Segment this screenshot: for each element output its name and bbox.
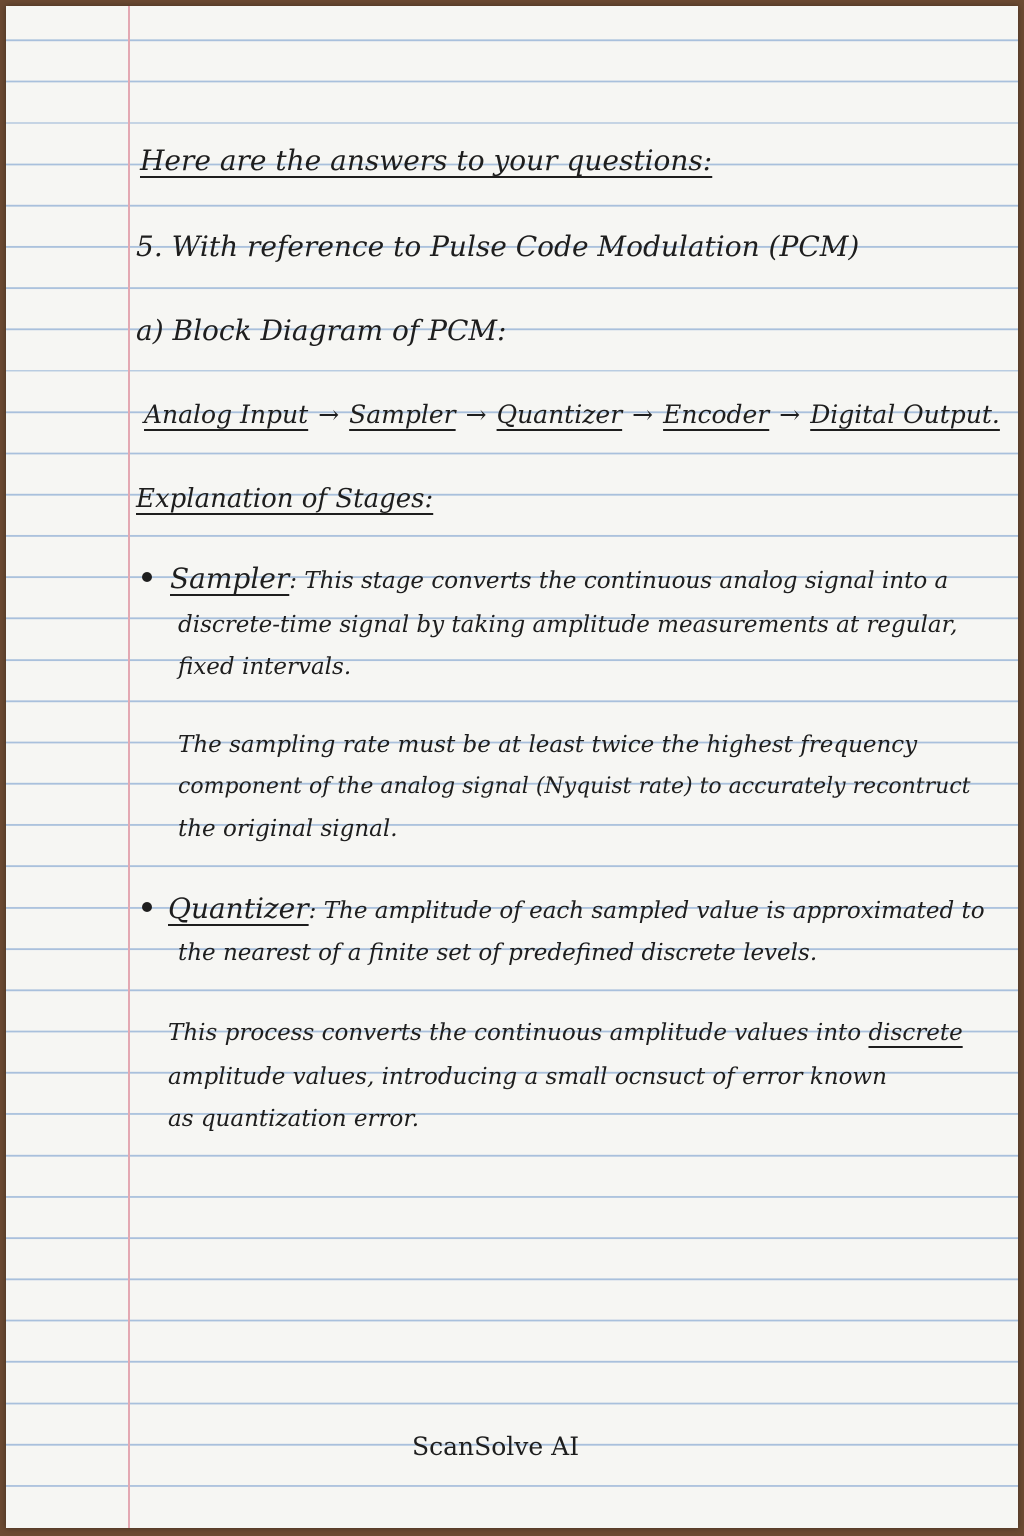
quantizer-para-line-2: amplitude values, introducing a small ocnsuct of error known bbox=[168, 1064, 887, 1090]
block-sampler: Sampler bbox=[349, 400, 456, 429]
sampler-term: Sampler bbox=[170, 562, 290, 595]
block-quantizer: Quantizer bbox=[496, 400, 623, 429]
arrow-icon: → bbox=[465, 400, 487, 429]
bullet-icon bbox=[142, 902, 152, 912]
block-digital-output: Digital Output. bbox=[810, 400, 1000, 429]
sampler-line-1: Sampler: This stage converts the continuous analog signal into a bbox=[170, 562, 949, 595]
quantizer-line-2: the nearest of a finite set of predefined discrete levels. bbox=[178, 940, 818, 966]
part-a-heading: a) Block Diagram of PCM: bbox=[136, 314, 507, 347]
arrow-icon: → bbox=[318, 400, 340, 429]
bullet-icon bbox=[142, 572, 152, 582]
arrow-icon: → bbox=[779, 400, 801, 429]
sampler-para-line-3: the original signal. bbox=[178, 816, 398, 842]
underlined-discrete: discrete bbox=[868, 1020, 963, 1046]
margin-line bbox=[128, 6, 130, 1528]
sampler-line-3: fixed intervals. bbox=[178, 654, 352, 680]
intro-line: Here are the answers to your questions: bbox=[140, 144, 713, 177]
sampler-para-line-2: component of the analog signal (Nyquist rate) to accurately recontruct bbox=[178, 774, 971, 799]
block-analog-input: Analog Input bbox=[144, 400, 309, 429]
quantizer-line-1: Quantizer: The amplitude of each sampled value is approximated to bbox=[168, 892, 985, 925]
quantizer-para-line-3: as quantization error. bbox=[168, 1106, 420, 1132]
quantizer-term: Quantizer bbox=[168, 892, 309, 925]
explanation-heading: Explanation of Stages: bbox=[136, 484, 434, 514]
block-diagram bbox=[144, 400, 1000, 430]
footer-brand: ScanSolve AI bbox=[412, 1432, 580, 1461]
block-encoder: Encoder bbox=[663, 400, 770, 429]
question-title: 5. With reference to Pulse Code Modulation (PCM) bbox=[136, 230, 860, 263]
sampler-line-2: discrete-time signal by taking amplitude measurements at regular, bbox=[178, 612, 958, 638]
sampler-para-line-1: The sampling rate must be at least twice the highest frequency bbox=[178, 732, 918, 758]
quantizer-para-line-1: This process converts the continuous amplitude values into discrete bbox=[168, 1020, 963, 1046]
arrow-icon: → bbox=[632, 400, 654, 429]
notebook-page bbox=[6, 6, 1018, 1528]
